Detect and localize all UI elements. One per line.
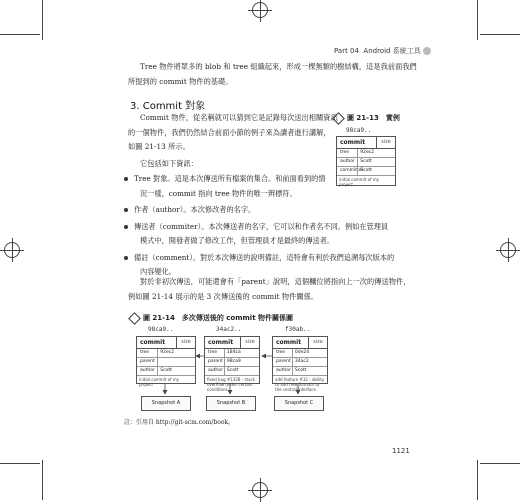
field-value: 184ca	[224, 349, 241, 357]
contains-text: 它包括如下資訊：	[140, 159, 198, 168]
bullet-text: 作者（author）。本次修改者的名字。	[134, 205, 256, 214]
commit-field-row	[137, 358, 195, 367]
bullet-text: 備註（comment）。對於本次傳送的說明備註，這特會有利於我們追溯每次版本的	[134, 252, 395, 262]
para-line: 對於非初次傳送，可能還會有「parent」說明，這個欄位將指向上一次的傳送物件，	[140, 277, 411, 286]
commit-box-title: commit	[140, 339, 166, 346]
commit-object-box	[204, 336, 260, 392]
intro-line: Tree 物件將眾多的 blob 和 tree 組織起來，形成一棵無類的樹結構，這是我前面我們	[140, 62, 417, 71]
commit-field-row	[137, 349, 195, 358]
snapshot-box: Snapshot B	[206, 396, 256, 411]
snapshot-box: Snapshot C	[274, 396, 324, 411]
field-key: committer	[340, 168, 364, 173]
field-value: Scott	[292, 367, 307, 375]
commit-message: initial commit of my project	[339, 177, 380, 187]
field-value: Scott	[357, 167, 372, 175]
field-key: parent	[276, 359, 291, 364]
commit-field-row	[205, 367, 259, 376]
field-key: author	[208, 368, 223, 373]
para-line: 例如圖 21-14 展示的是 3 次傳送後的 commit 物件關係。	[128, 291, 319, 301]
commit-box-title: commit	[276, 339, 302, 346]
bullet-text: 傳送者（commiter）。本次傳送者的名字，它可以和作者名不同。例如在管理員	[134, 221, 389, 231]
field-value: Scott	[157, 367, 172, 375]
field-value	[157, 358, 160, 366]
section-title: 3. Commit 對象	[130, 101, 206, 112]
footnote: 註：引用自 http://git-scm.com/book。	[124, 419, 235, 426]
bullet-text: Tree 對象。這是本次傳送所有檔案的集合。和前面看到的情	[134, 174, 326, 183]
field-key: author	[340, 159, 355, 164]
commit-object-box	[136, 336, 196, 387]
page-number: 1121	[392, 447, 410, 455]
field-key: tree	[208, 350, 218, 355]
commit-box-size: size	[176, 337, 195, 348]
commit-field-row	[273, 358, 327, 367]
field-key: tree	[140, 350, 150, 355]
field-value: Scott	[224, 367, 239, 375]
commit-message: add feature #32 - ability to add new formats to the central interface	[275, 377, 325, 392]
field-key: tree	[276, 350, 286, 355]
figure-caption: 圖 21-13 實例	[347, 114, 400, 122]
field-value: Scott	[357, 158, 372, 166]
bullet-text: 模式中，開發者做了修改工作，但管理員才是最終的傳送者。	[140, 236, 335, 245]
commit-object-box	[272, 336, 328, 392]
commit-field-row	[205, 358, 259, 367]
snapshot-box: Snapshot A	[141, 396, 191, 411]
header-chapter: Android 系統工具	[363, 47, 421, 55]
commit-field-row	[273, 367, 327, 376]
bullet-text: 況一樣，commit 指向 tree 物件的唯一辨標符。	[140, 188, 297, 198]
commit-box-title: commit	[340, 139, 366, 146]
commit-hash: 98ca9..	[346, 127, 372, 134]
commit-box-size: size	[240, 337, 259, 348]
figure-caption: 圖 21-14 多次傳送後的 commit 物件關係圖	[143, 314, 293, 322]
field-value: 34ac2	[292, 358, 309, 366]
commit-message: fixed bug #1328 - stack overflow under certain conditions	[207, 377, 256, 392]
field-value: 98ca9	[224, 358, 241, 366]
para-line: 如圖 21-13 所示。	[128, 142, 190, 151]
commit-box-size: size	[376, 137, 395, 148]
commit-box-title: commit	[208, 339, 234, 346]
header-part: Part 04	[334, 47, 359, 55]
commit-box-size: size	[308, 337, 327, 348]
field-key: tree	[340, 150, 350, 155]
commit-message: initial commit of my project	[139, 377, 180, 387]
commit-field-row	[273, 349, 327, 358]
para-line: 的一個物件，我們仍然結合前面小節的例子來為讀者進行講解，	[128, 127, 331, 137]
field-key: parent	[140, 359, 155, 364]
commit-field-row	[137, 367, 195, 376]
field-key: parent	[208, 359, 223, 364]
field-value: 0de24	[292, 349, 309, 357]
field-key: author	[276, 368, 291, 373]
field-value: 92ec2	[157, 349, 174, 357]
intro-line: 所提到的 commit 物件的基礎。	[128, 76, 233, 86]
bullet-text: 內容變化。	[140, 267, 176, 276]
para-line: Commit 物件，從名稱就可以猜到它是記錄每次送出相關資訊	[140, 113, 338, 122]
commit-hash: 34ac2..	[216, 326, 242, 333]
commit-field-row	[205, 349, 259, 358]
commit-hash: f30ab..	[285, 326, 311, 333]
commit-hash: 98ca9..	[148, 326, 174, 333]
field-value: 92ec2	[357, 149, 374, 157]
field-key: author	[140, 368, 155, 373]
